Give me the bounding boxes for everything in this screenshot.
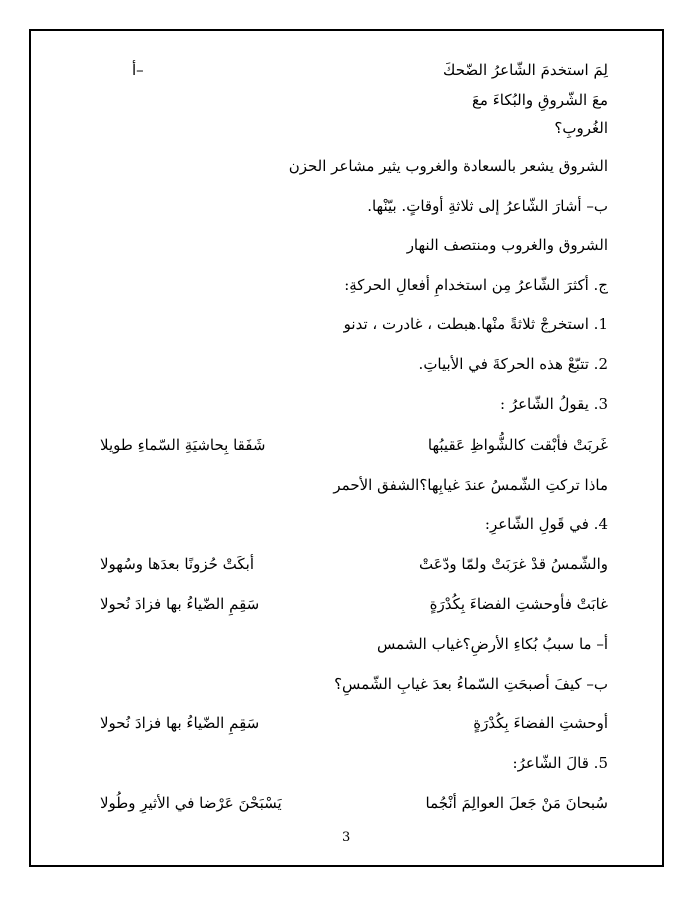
verse-2-second-hemistich: أبكَتْ حُزونًا بعدَها وسُهولا [100, 555, 254, 573]
question-c: ج. أكثرَ الشّاعرُ مِن استخدامِ أفعالِ الحركةِ: [344, 276, 608, 294]
verse-3-second-hemistich: سَقِمِ الضّياءُ بها فزادَ نُحولا [100, 595, 260, 613]
item-4-question-b: ب– كيفَ أصبحَتِ السّماءُ بعدَ غيابِ الشّمسِ؟ [334, 675, 608, 693]
verse-4 [100, 714, 608, 732]
question-marker-a: أ– [132, 61, 144, 79]
verse-5 [100, 794, 608, 812]
question-a-line-3: الغُروبِ؟ [554, 119, 608, 137]
verse-1-first-hemistich: غَربَتْ فأبْقت كالشُّواظِ عَقيبُها [427, 436, 608, 454]
verse-5-second-hemistich: يَسْبَحْنَ عَرْضا في الأثيرِ وطُولا [100, 794, 282, 812]
item-4-question-a: أ– ما سببُ بُكاءِ الأرضِ؟غياب الشمس [376, 635, 608, 653]
verse-1 [100, 436, 608, 454]
question-a-line-2: معَ الشّروقِ والبُكاءَ معَ [471, 91, 608, 109]
verse-1-second-hemistich: شَفَقا بِحاشيَةِ السّماءِ طويلا [100, 436, 266, 454]
verse-4-first-hemistich: أوحشتِ الفضاءَ بِكُدْرَةٍ [473, 714, 608, 732]
page-number: 3 [342, 830, 351, 845]
verse-4-second-hemistich: سَقِمِ الضّياءُ بها فزادَ نُحولا [100, 714, 260, 732]
verse-2 [100, 555, 608, 573]
item-3: 3. يقولُ الشّاعرُ : [500, 395, 608, 413]
answer-a: الشروق يشعر بالسعادة والغروب يثير مشاعر الحزن [288, 157, 608, 175]
verse-5-first-hemistich: سُبحانَ مَنْ جَعلَ العوالِمَ أنْجُما [425, 794, 608, 812]
item-3-question: ماذا تركتِ الشّمسُ عندَ غيابِها؟الشفق الأحمر [333, 476, 608, 494]
item-1: 1. استخرجْ ثلاثةً منْها.هبطت ، غادرت ، تدنو [343, 315, 608, 333]
question-a-line-1: لِمَ استخدمَ الشّاعرُ الضّحكَ [443, 61, 608, 79]
item-2: 2. تتبّعْ هذه الحركةَ في الأبياتِ. [418, 355, 608, 373]
item-5: 5. قالَ الشّاعرُ: [512, 754, 608, 772]
verse-2-first-hemistich: والشّمسُ قدْ غرَبَتْ ولمّا ودّعَتْ [419, 555, 608, 573]
answer-b: الشروق والغروب ومنتصف النهار [406, 236, 608, 254]
verse-3-first-hemistich: غابَتْ فأوحشتِ الفضاءَ بِكُدْرَةٍ [429, 595, 608, 613]
verse-3 [100, 595, 608, 613]
question-b: ب– أشارَ الشّاعرُ إلى ثلاثةِ أوقاتٍ. بيّنْها. [367, 197, 608, 215]
item-4: 4. في قَولِ الشّاعرِ: [484, 515, 608, 533]
